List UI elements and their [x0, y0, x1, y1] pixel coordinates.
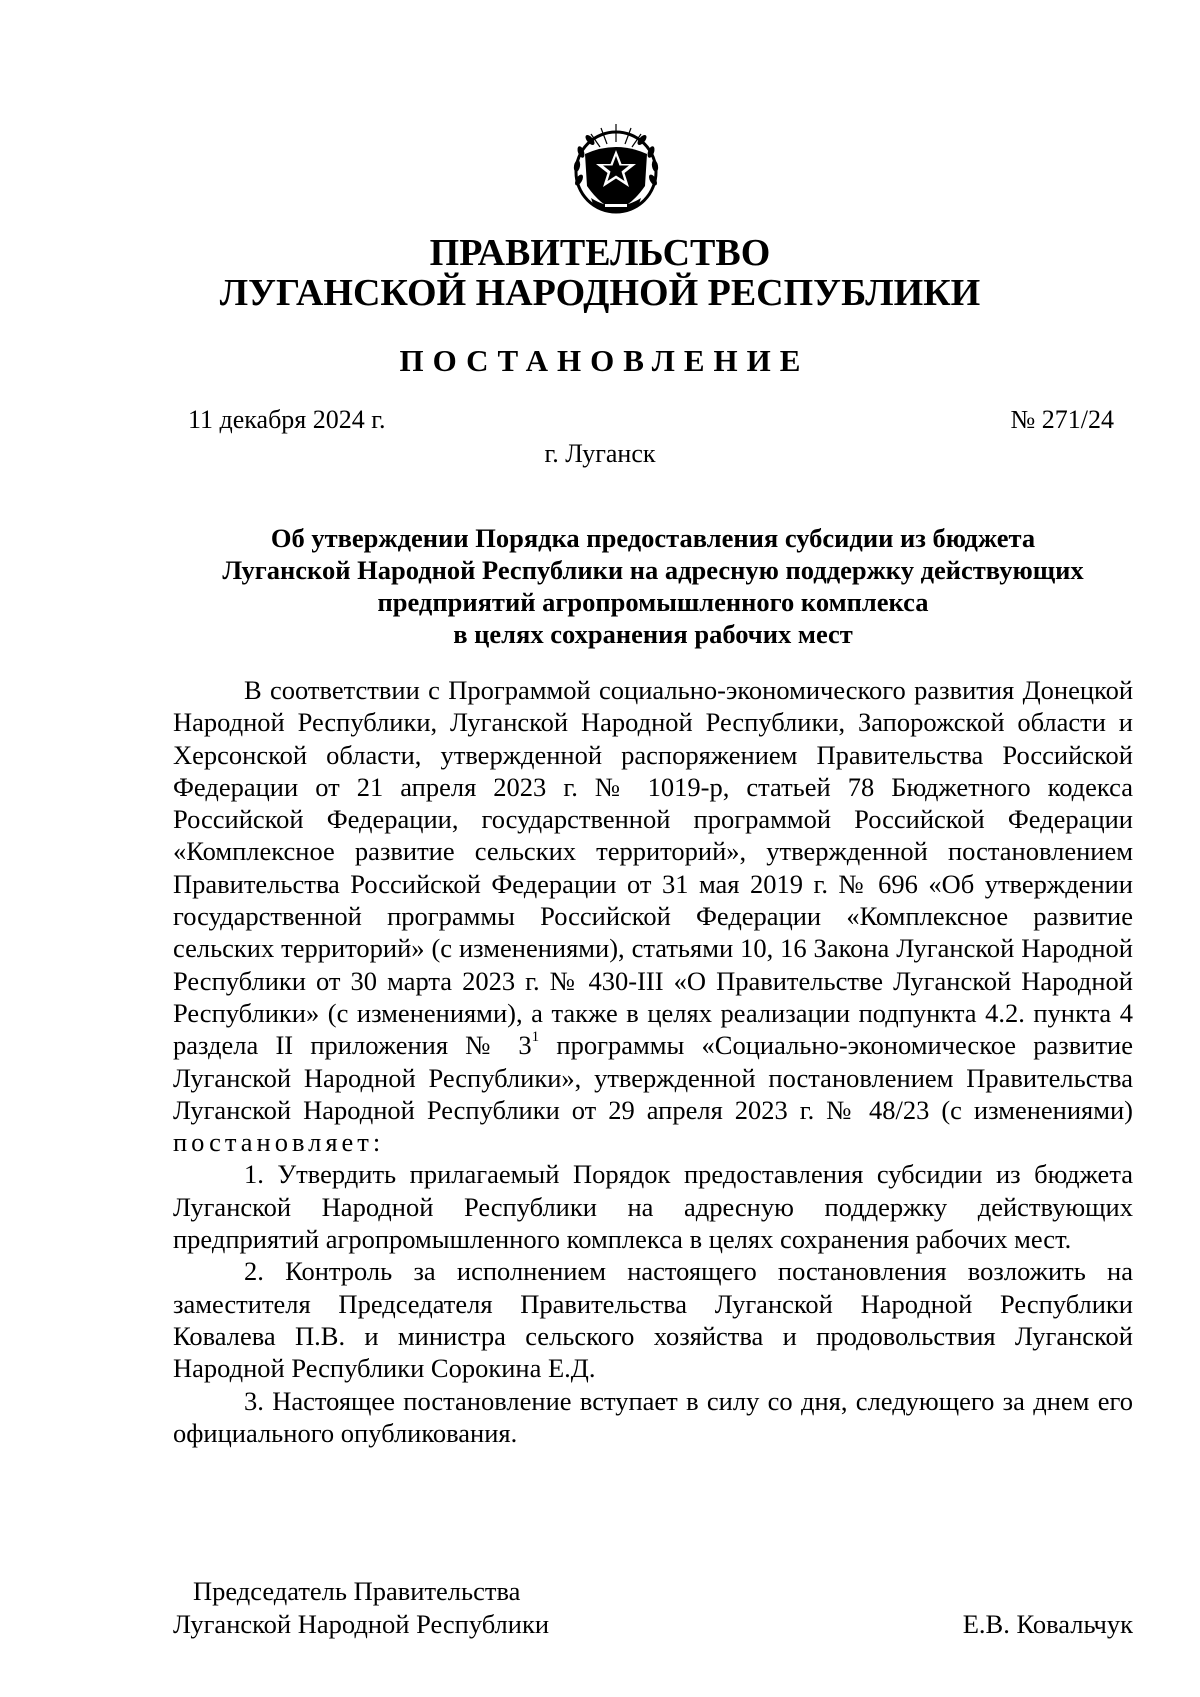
subject-line: Луганской Народной Республики на адресную поддержку действующих [222, 555, 1084, 585]
government-title-line2: ЛУГАНСКОЙ НАРОДНОЙ РЕСПУБЛИКИ [219, 272, 981, 314]
subject-line: Об утверждении Порядка предоставления субсидии из бюджета [270, 523, 1036, 553]
preamble-text-continued: программы «Социально-экономическое развитие Луганской Народной Республики», утвержденной постановлением Правительства Луганской Народной Республики от 29 апреля 2023 г. № 48/23 (с изменениями) [173, 1030, 1133, 1125]
document-city: г. Луганск [544, 439, 656, 468]
document-date: 11 декабря 2024 г. [188, 405, 386, 434]
clause-3: 3. Настоящее постановление вступает в силу со дня, следующего за днем его официального опубликования. [173, 1385, 1133, 1448]
document-body [173, 674, 1133, 1449]
resolves-word: постановляет: [173, 1127, 385, 1158]
signatory-name: Е.В. Ковальчук [962, 1609, 1133, 1639]
coat-of-arms-icon [565, 120, 667, 218]
signatory-title-line2: Луганской Народной Республики [173, 1609, 550, 1639]
clause-2: 2. Контроль за исполнением настоящего постановления возложить на заместителя Председателя Правительства Луганской Народной Республики Ковалева П.В. и министра сельского хозяйства и продовольствия Луганской Народной Республики Сорокина Е.Д. [173, 1256, 1133, 1384]
government-title-line1: ПРАВИТЕЛЬСТВО [429, 232, 771, 274]
preamble-text: В соответствии с Программой социально-экономического развития Донецкой Народной Республики, Луганской Народной Республики, Запорожской области и Херсонской области, утвержденной распоряжением Правительства Российской Федерации от 21 апреля 2023 г. № 1019-р, статьей 78 Бюджетного кодекса Российской Федерации, государственной программой Российской Федерации «Комплексное развитие сельских территорий», утвержденной постановлением Правительства Российской Федерации от 31 мая 2019 г. № 696 «Об утверждении государственной программы Российской Федерации «Комплексное развитие сельских территорий» (с изменениями), статьями 10, 16 Закона Луганской Народной Республики от 30 марта 2023 г. № 430-III «О Правительстве Луганской Народной Республики» (с изменениями), а также в целях реализации подпункта 4.2. пункта 4 раздела II приложения № 3 [173, 675, 1133, 1061]
document-type-heading: ПОСТАНОВЛЕНИЕ [399, 343, 810, 378]
signatory-title-line1: Председатель Правительства [193, 1576, 521, 1606]
clause-1: 1. Утвердить прилагаемый Порядок предоставления субсидии из бюджета Луганской Народной Республики на адресную поддержку действующих предприятий агропромышленного комплекса в целях сохранения рабочих мест. [173, 1159, 1133, 1255]
subject-line: в целях сохранения рабочих мест [453, 619, 853, 649]
document-subject [173, 522, 1133, 650]
subject-line: предприятий агропромышленного комплекса [377, 587, 929, 617]
document-number: № 271/24 [1010, 405, 1114, 434]
preamble-paragraph [173, 674, 1133, 1158]
superscript-note: 1 [531, 1029, 540, 1046]
